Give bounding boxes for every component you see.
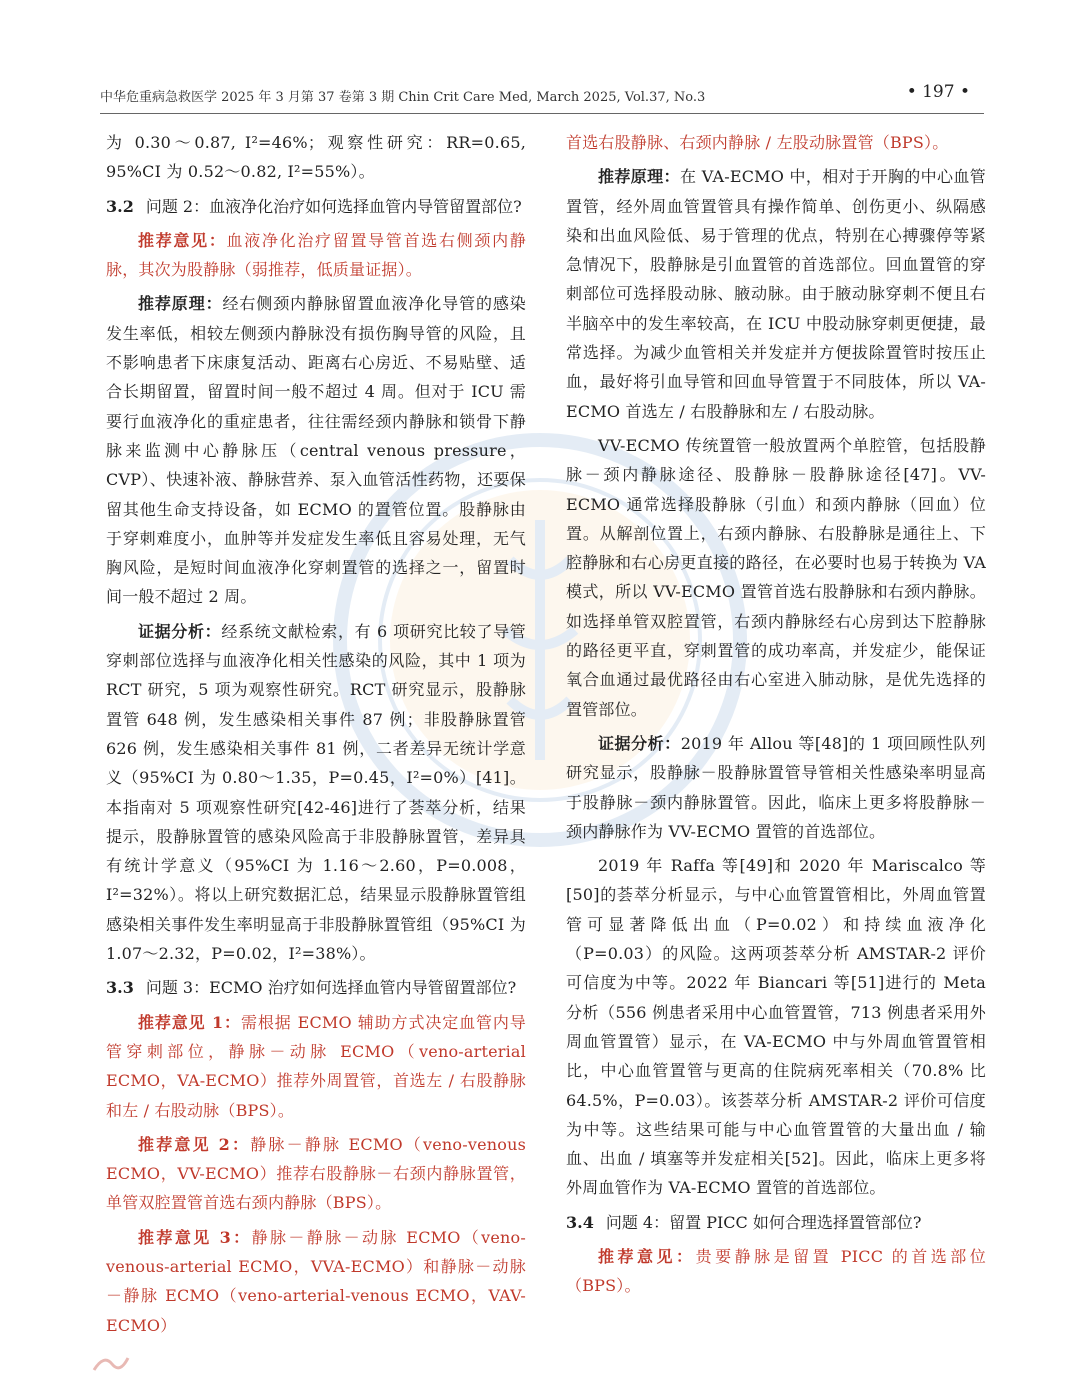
section-number: 3.4 [566, 1212, 594, 1232]
recommendation-text: 贵要静脉是留置 PICC 的首选部位（BPS）。 [566, 1246, 986, 1296]
recommendation-text: 需根据 ECMO 辅助方式决定血管内导管穿刺部位，静脉－动脉 ECMO（veno-arterial ECMO，VA-ECMO）推荐外周置管，首选左 / 右股静脉和左 / 右股动脉（BPS）。 [106, 1012, 526, 1120]
recommendation-label: 推荐意见： [598, 1246, 696, 1266]
section-title: 问题 3：ECMO 治疗如何选择血管内导管留置部位? [145, 978, 517, 998]
recommendation-continuation: 首选右股静脉、右颈内静脉 / 左股动脉置管（BPS）。 [566, 133, 949, 152]
section-heading [106, 192, 526, 221]
recommendation-text: 静脉－静脉－动脉 ECMO（veno-venous-arterial ECMO，VVA-ECMO）和静脉－动脉－静脉 ECMO（veno-arterial-venous ECMO，VAV-ECMO） [106, 1227, 526, 1335]
recommendation [106, 226, 526, 285]
section-number: 3.2 [106, 196, 134, 216]
running-header [100, 82, 980, 112]
recommendation [106, 1223, 526, 1340]
labeled-paragraph [106, 617, 526, 969]
paragraph-text: 经系统文献检索，有 6 项研究比较了导管穿刺部位选择与血液净化相关性感染的风险，其中 1 项为 RCT 研究，5 项为观察性研究。RCT 研究显示，股静脉置管 648 例，发生感染相关事件 87 例；非股静脉置管 626 例，发生感染相关事件 81 例，二者差异无统计学意义（95%CI 为 0.80～1.35，P=0.45，I²=0%）[41]。本指南对 5 项观察性研究[42-46]进行了荟萃分析，结果提示，股静脉置管的感染风险高于非股静脉置管，差异具有统计学意义（95%CI 为 1.16～2.60，P=0.008，I²=32%）。将以上研究数据汇总，结果显示股静脉置管组感染相关事件发生率明显高于非股静脉置管组（95%CI 为 1.07～2.32，P=0.02，I²=38%）。 [106, 621, 526, 964]
paragraph-label: 推荐原理： [138, 294, 223, 314]
recommendation [106, 1130, 526, 1218]
section-heading [566, 1208, 986, 1237]
recommendation-label: 推荐意见： [138, 230, 227, 250]
right-column [566, 128, 986, 1306]
recommendation-label: 推荐意见 3： [138, 1227, 252, 1247]
paragraph-label: 证据分析： [598, 733, 681, 753]
body-paragraph: 为 0.30～0.87, I²=46%；观察性研究：RR=0.65, 95%CI 为 0.52～0.82, I²=55%）。 [106, 133, 526, 182]
paragraph-text: 经右侧颈内静脉留置血液净化导管的感染发生率低，相较左侧颈内静脉没有损伤胸导管的风险，且不影响患者下床康复活动、距离右心房近、不易贴壁、适合长期留置，留置时间一般不超过 4 周。但对于 ICU 需要行血液净化的重症患者，往往需经颈内静脉和锁骨下静脉来监测中心静脉压（central venous pressure，CVP）、快速补液、静脉营养、泵入血管活性药物，还要保留其他生命支持设备，如 ECMO 的置管位置。股静脉由于穿刺难度小，血肿等并发症发生率低且容易处理，无气胸风险，是短时间血液净化穿刺置管的选择之一，留置时间一般不超过 2 周。 [106, 294, 526, 607]
paragraph-text: 在 VA-ECMO 中，相对于开胸的中心血管置管，经外周血管置管具有操作简单、创伤更小、纵隔感染和出血风险低、易于管理的优点，特别在心搏骤停等紧急情况下，股静脉是引血置管的首选部位。回血置管的穿刺部位可选择股动脉、腋动脉。由于腋动脉穿刺不便且右半脑卒中的发生率较高，在 ICU 中股动脉穿刺更便捷，最常选择。为减少血管相关并发症并方便拔除置管时按压止血，最好将引血导管和回血导管置于不同肢体，所以 VA-ECMO 首选左 / 右股静脉和左 / 右股动脉。 [566, 167, 986, 421]
recommendation-text: 血液净化治疗留置导管首选右侧颈内静脉，其次为股静脉（弱推荐，低质量证据）。 [106, 230, 526, 280]
footer-ornament [90, 1352, 130, 1374]
recommendation-text: 静脉－静脉 ECMO（veno-venous ECMO，VV-ECMO）推荐右股静脉－右颈内静脉置管，单管双腔置管首选右颈内静脉（BPS）。 [106, 1134, 526, 1213]
paragraph-gap [106, 1340, 526, 1345]
paragraph-text: 2019 年 Allou 等[48]的 1 项回顾性队列研究显示，股静脉－股静脉置管导管相关性感染率明显高于股静脉－颈内静脉置管。因此，临床上更多将股静脉－颈内静脉作为 VV-ECMO 置管的首选部位。 [566, 733, 986, 841]
section-title: 问题 2：血液净化治疗如何选择血管内导管留置部位? [145, 196, 522, 216]
recommendation-label: 推荐意见 2： [138, 1134, 251, 1154]
labeled-paragraph [566, 162, 986, 426]
labeled-paragraph [566, 729, 986, 846]
paragraph-label: 证据分析： [138, 621, 222, 641]
page-number: • 197 • [906, 82, 970, 102]
recommendation [566, 1242, 986, 1301]
header-rule [100, 113, 984, 114]
paragraph-gap [566, 1301, 986, 1306]
section-number: 3.3 [106, 978, 134, 998]
journal-citation: 中华危重病急救医学 2025 年 3 月第 37 卷第 3 期 Chin Crit Care Med, March 2025, Vol.37, No.3 [100, 90, 706, 105]
left-column [106, 128, 526, 1345]
labeled-paragraph [106, 289, 526, 611]
section-heading [106, 973, 526, 1002]
body-paragraph: 2019 年 Raffa 等[49]和 2020 年 Mariscalco 等[50]的荟萃分析显示，与中心血管置管相比，外周血管置管可显著降低出血（P=0.02）和持续血液净化（P=0.03）的风险。这两项荟萃分析 AMSTAR-2 评价可信度为中等。2022 年 Biancari 等[51]进行的 Meta 分析（556 例患者采用中心血管置管，713 例患者采用外周血管置管）显示，在 VA-ECMO 中与外周血管置管相比，中心血管置管与更高的住院病死率相关（70.8% 比 64.5%，P=0.03）。该荟萃分析 AMSTAR-2 评价可信度为中等。这些结果可能与中心血管置管的大量出血 / 输血、出血 / 填塞等并发症相关[52]。因此，临床上更多将外周血管作为 VA-ECMO 置管的首选部位。 [566, 856, 986, 1198]
body-paragraph: VV-ECMO 传统置管一般放置两个单腔管，包括股静脉－颈内静脉途径、股静脉－股静脉途径[47]。VV-ECMO 通常选择股静脉（引血）和颈内静脉（回血）位置。从解剖位置上，右颈内静脉、右股静脉是通往上、下腔静脉和右心房更直接的路径，在必要时也易于转换为 VA 模式，所以 VV-ECMO 置管首选右股静脉和右颈内静脉。如选择单管双腔置管，右颈内静脉经右心房到达下腔静脉的路径更平直，穿刺置管的成功率高，并发症少，能保证氧合血通过最优路径由右心室进入肺动脉，是优先选择的置管部位。 [566, 435, 986, 719]
section-title: 问题 4：留置 PICC 如何合理选择置管部位? [605, 1212, 922, 1232]
recommendation-label: 推荐意见 1： [138, 1012, 241, 1032]
paragraph-label: 推荐原理： [598, 167, 680, 187]
recommendation [106, 1008, 526, 1125]
